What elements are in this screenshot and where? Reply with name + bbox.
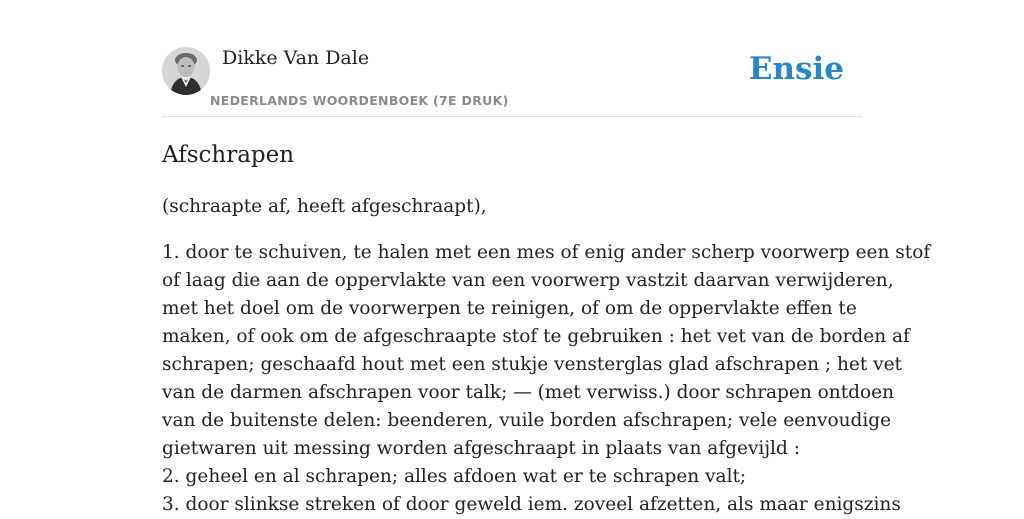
header: [162, 0, 862, 117]
entry-title: Afschrapen: [162, 142, 295, 168]
definition-line: maken, of ook om de afgeschraapte stof te gebruiken : het vet van de borden af: [162, 326, 910, 347]
definition-line: van de darmen afschrapen voor talk; — (met verwiss.) door schrapen ontdoen: [162, 382, 894, 403]
entry-definition: [162, 239, 931, 519]
definition-line: met het doel om de voorwerpen te reinigen, of om de oppervlakte effen te: [162, 298, 857, 319]
definition-line: of laag die aan de oppervlakte van een voorwerp vastzit daarvan verwijderen,: [162, 270, 894, 291]
entry-forms: (schraapte af, heeft afgeschraapt),: [162, 196, 487, 217]
page: [162, 0, 931, 515]
author-avatar[interactable]: [162, 47, 210, 95]
dictionary-source[interactable]: NEDERLANDS WOORDENBOEK (7E DRUK): [210, 93, 509, 108]
portrait-icon: [162, 47, 210, 95]
definition-line: van de buitenste delen: beenderen, vuile borden afschrapen; vele eenvoudige: [162, 410, 892, 431]
definition-line: 2. geheel en al schrapen; alles afdoen wat er te schrapen valt;: [162, 466, 747, 487]
definition-line: 1. door te schuiven, te halen met een mes of enig ander scherp voorwerp een stof: [162, 242, 931, 263]
author-name[interactable]: Dikke Van Dale: [222, 47, 370, 69]
ensie-logo[interactable]: Ensie: [748, 51, 844, 87]
definition-line: 3. door slinkse streken of door geweld iem. zoveel afzetten, als maar enigszins: [162, 494, 901, 515]
definition-line: gietwaren uit messing worden afgeschraapt in plaats van afgevijld :: [162, 438, 800, 459]
definition-line: schrapen; geschaafd hout met een stukje vensterglas glad afschrapen ; het vet: [162, 354, 902, 375]
